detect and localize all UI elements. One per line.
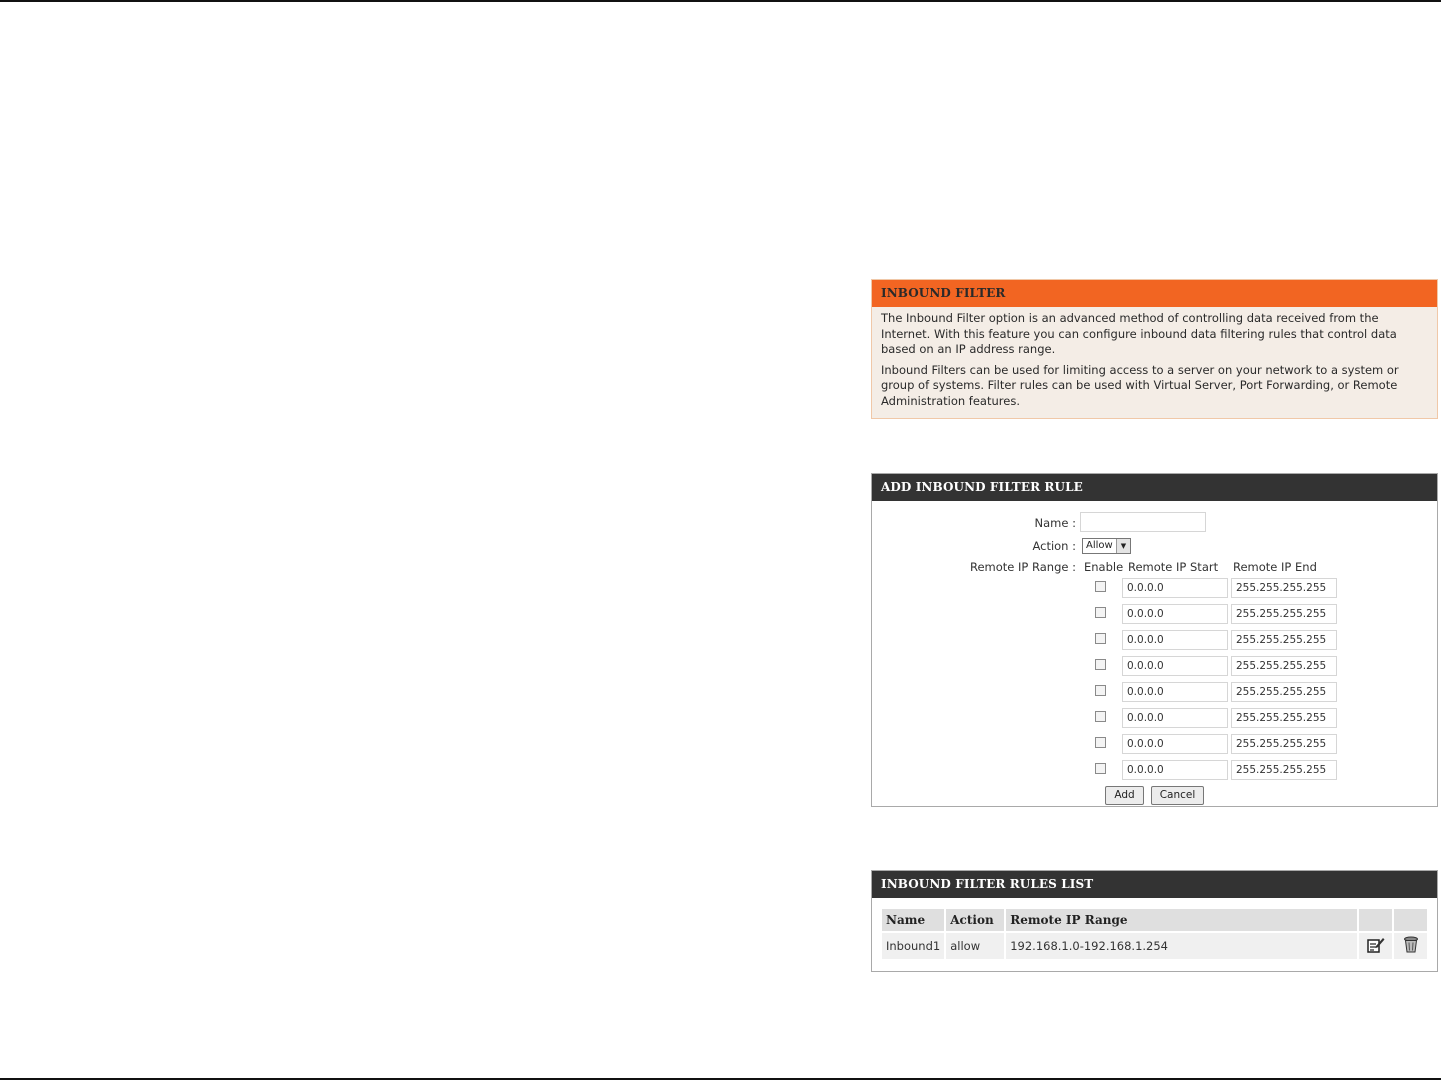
remote-ip-end-input[interactable]: 255.255.255.255 [1231, 578, 1337, 598]
enable-column-header: Enable [1084, 560, 1124, 574]
enable-checkbox[interactable] [1095, 763, 1106, 774]
table-row [882, 933, 1427, 959]
remote-ip-range-label: Remote IP Range : [970, 560, 1076, 574]
action-select-value: Allow [1086, 540, 1113, 551]
remote-ip-end-input[interactable]: 255.255.255.255 [1231, 682, 1337, 702]
inbound-filter-info-panel [871, 279, 1438, 419]
rule-action-cell: allow [946, 933, 1004, 959]
cancel-button[interactable]: Cancel [1151, 786, 1204, 805]
remote-ip-end-input[interactable]: 255.255.255.255 [1231, 656, 1337, 676]
name-input[interactable] [1080, 512, 1206, 532]
remote-ip-end-input[interactable]: 255.255.255.255 [1231, 734, 1337, 754]
action-label: Action : [1032, 539, 1076, 553]
inbound-filter-rules-list-panel [871, 870, 1438, 972]
remote-ip-end-input[interactable]: 255.255.255.255 [1231, 760, 1337, 780]
enable-checkbox[interactable] [1095, 659, 1106, 670]
remote-ip-start-input[interactable]: 0.0.0.0 [1122, 760, 1228, 780]
rules-list-table [880, 907, 1429, 961]
add-inbound-filter-rule-panel [871, 473, 1438, 807]
remote-ip-end-header: Remote IP End [1233, 560, 1317, 574]
edit-column-header [1359, 909, 1392, 931]
rule-range-cell: 192.168.1.0-192.168.1.254 [1006, 933, 1357, 959]
action-select[interactable] [1082, 538, 1131, 554]
edit-cell [1359, 933, 1392, 959]
action-column-header: Action [946, 909, 1004, 931]
remote-ip-start-input[interactable]: 0.0.0.0 [1122, 682, 1228, 702]
edit-icon[interactable] [1367, 937, 1385, 956]
bottom-divider [0, 1078, 1441, 1080]
rule-name-cell: Inbound1 [882, 933, 944, 959]
top-divider [0, 0, 1441, 2]
enable-checkbox[interactable] [1095, 633, 1106, 644]
delete-cell [1394, 933, 1427, 959]
add-rule-panel-title: ADD INBOUND FILTER RULE [872, 474, 1437, 501]
remote-ip-end-input[interactable]: 255.255.255.255 [1231, 604, 1337, 624]
add-button[interactable]: Add [1105, 786, 1144, 805]
enable-checkbox[interactable] [1095, 711, 1106, 722]
trash-icon[interactable] [1403, 936, 1419, 956]
enable-checkbox[interactable] [1095, 581, 1106, 592]
remote-ip-range-column-header: Remote IP Range [1006, 909, 1357, 931]
info-paragraph-2: Inbound Filters can be used for limiting access to a server on your network to a system or group of systems. Filter rules can be used with Virtual Server, Port Forwarding, or Remote Administration features. [881, 362, 1399, 408]
remote-ip-start-input[interactable]: 0.0.0.0 [1122, 630, 1228, 650]
name-column-header: Name [882, 909, 944, 931]
delete-column-header [1394, 909, 1427, 931]
info-paragraph-1: The Inbound Filter option is an advanced method of controlling data received from the Internet. With this feature you can configure inbound data filtering rules that control data based on an IP address range. [881, 311, 1397, 356]
remote-ip-start-input[interactable]: 0.0.0.0 [1122, 578, 1228, 598]
enable-checkbox[interactable] [1095, 607, 1106, 618]
enable-checkbox[interactable] [1095, 737, 1106, 748]
remote-ip-start-input[interactable]: 0.0.0.0 [1122, 734, 1228, 754]
remote-ip-end-input[interactable]: 255.255.255.255 [1231, 630, 1337, 650]
info-panel-description [872, 307, 1437, 409]
remote-ip-start-input[interactable]: 0.0.0.0 [1122, 708, 1228, 728]
remote-ip-start-input[interactable]: 0.0.0.0 [1122, 604, 1228, 624]
name-label: Name : [1034, 516, 1076, 530]
rules-list-title: INBOUND FILTER RULES LIST [872, 871, 1437, 898]
remote-ip-end-input[interactable]: 255.255.255.255 [1231, 708, 1337, 728]
rules-list-header-row [882, 909, 1427, 931]
enable-checkbox[interactable] [1095, 685, 1106, 696]
remote-ip-start-header: Remote IP Start [1128, 560, 1219, 574]
chevron-down-icon: ▼ [1116, 539, 1130, 553]
info-panel-title: INBOUND FILTER [872, 280, 1437, 307]
remote-ip-start-input[interactable]: 0.0.0.0 [1122, 656, 1228, 676]
